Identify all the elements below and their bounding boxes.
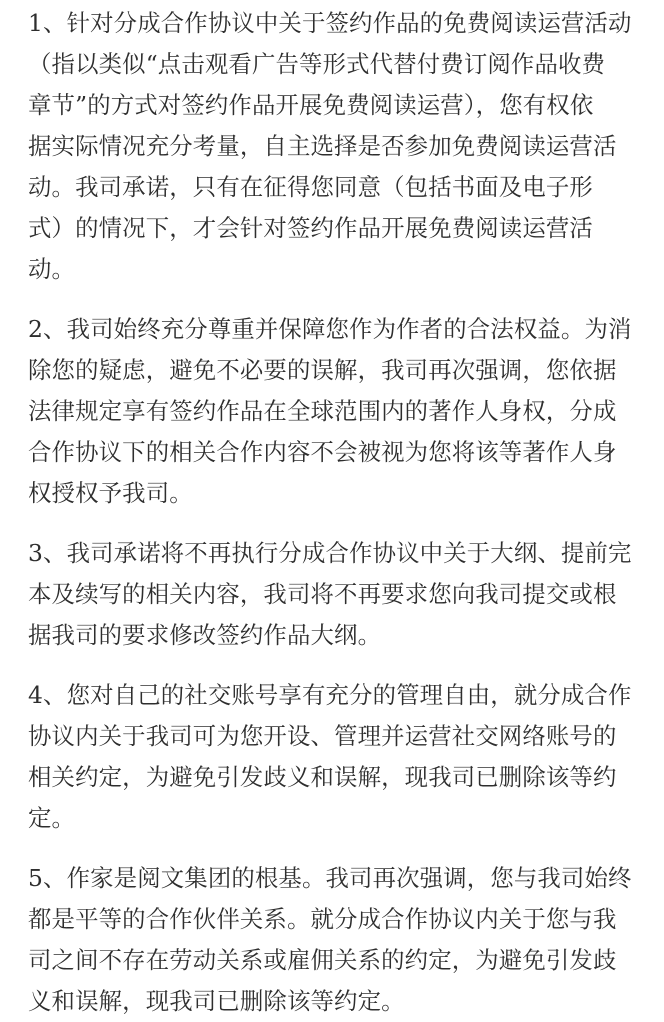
- paragraph-line: 权授权予我司。: [28, 479, 193, 507]
- paragraph-line: 据我司的要求修改签约作品大纲。: [28, 621, 382, 649]
- paragraph-line: 定。: [28, 804, 76, 832]
- paragraph-line: 司之间不存在劳动关系或雇佣关系的约定，为避免引发歧: [28, 946, 617, 974]
- paragraph-line: 义和误解，现我司已删除该等约定。: [28, 987, 405, 1015]
- paragraph-line: 4、您对自己的社交账号享有充分的管理自由，就分成合作: [28, 681, 632, 709]
- paragraph-line: 据实际情况充分考量，自主选择是否参加免费阅读运营活: [28, 132, 617, 160]
- paragraph-2: [28, 309, 642, 514]
- paragraph-line: 都是平等的合作伙伴关系。就分成合作协议内关于您与我: [28, 905, 617, 933]
- paragraph-line: （指以类似“点击观看广告等形式代替付费订阅作品收费: [28, 50, 606, 78]
- paragraph-line: 动。我司承诺，只有在征得您同意（包括书面及电子形: [28, 173, 593, 201]
- paragraph-line: 式）的情况下，才会针对签约作品开展免费阅读运营活: [28, 214, 593, 242]
- paragraph-line: 动。: [28, 255, 76, 283]
- paragraph-1: [28, 3, 642, 290]
- paragraph-line: 本及续写的相关内容，我司将不再要求您向我司提交或根: [28, 580, 617, 608]
- paragraph-line: 2、我司始终充分尊重并保障您作为作者的合法权益。为消: [28, 315, 632, 343]
- paragraph-4: [28, 675, 642, 839]
- paragraph-3: [28, 533, 642, 656]
- paragraph-line: 相关约定，为避免引发歧义和误解，现我司已删除该等约: [28, 763, 617, 791]
- paragraph-line: 法律规定享有签约作品在全球范围内的著作人身权，分成: [28, 397, 617, 425]
- paragraph-line: 除您的疑虑，避免不必要的误解，我司再次强调，您依据: [28, 356, 617, 384]
- paragraph-line: 协议内关于我司可为您开设、管理并运营社交网络账号的: [28, 722, 617, 750]
- paragraph-5: [28, 858, 642, 1022]
- paragraph-line: 合作协议下的相关合作内容不会被视为您将该等著作人身: [28, 438, 617, 466]
- paragraph-line: 5、作家是阅文集团的根基。我司再次强调，您与我司始终: [28, 864, 632, 892]
- paragraph-line: 章节”的方式对签约作品开展免费阅读运营），您有权依: [28, 91, 594, 119]
- paragraph-line: 1、针对分成合作协议中关于签约作品的免费阅读运营活动: [28, 9, 632, 37]
- paragraph-line: 3、我司承诺将不再执行分成合作协议中关于大纲、提前完: [28, 539, 632, 567]
